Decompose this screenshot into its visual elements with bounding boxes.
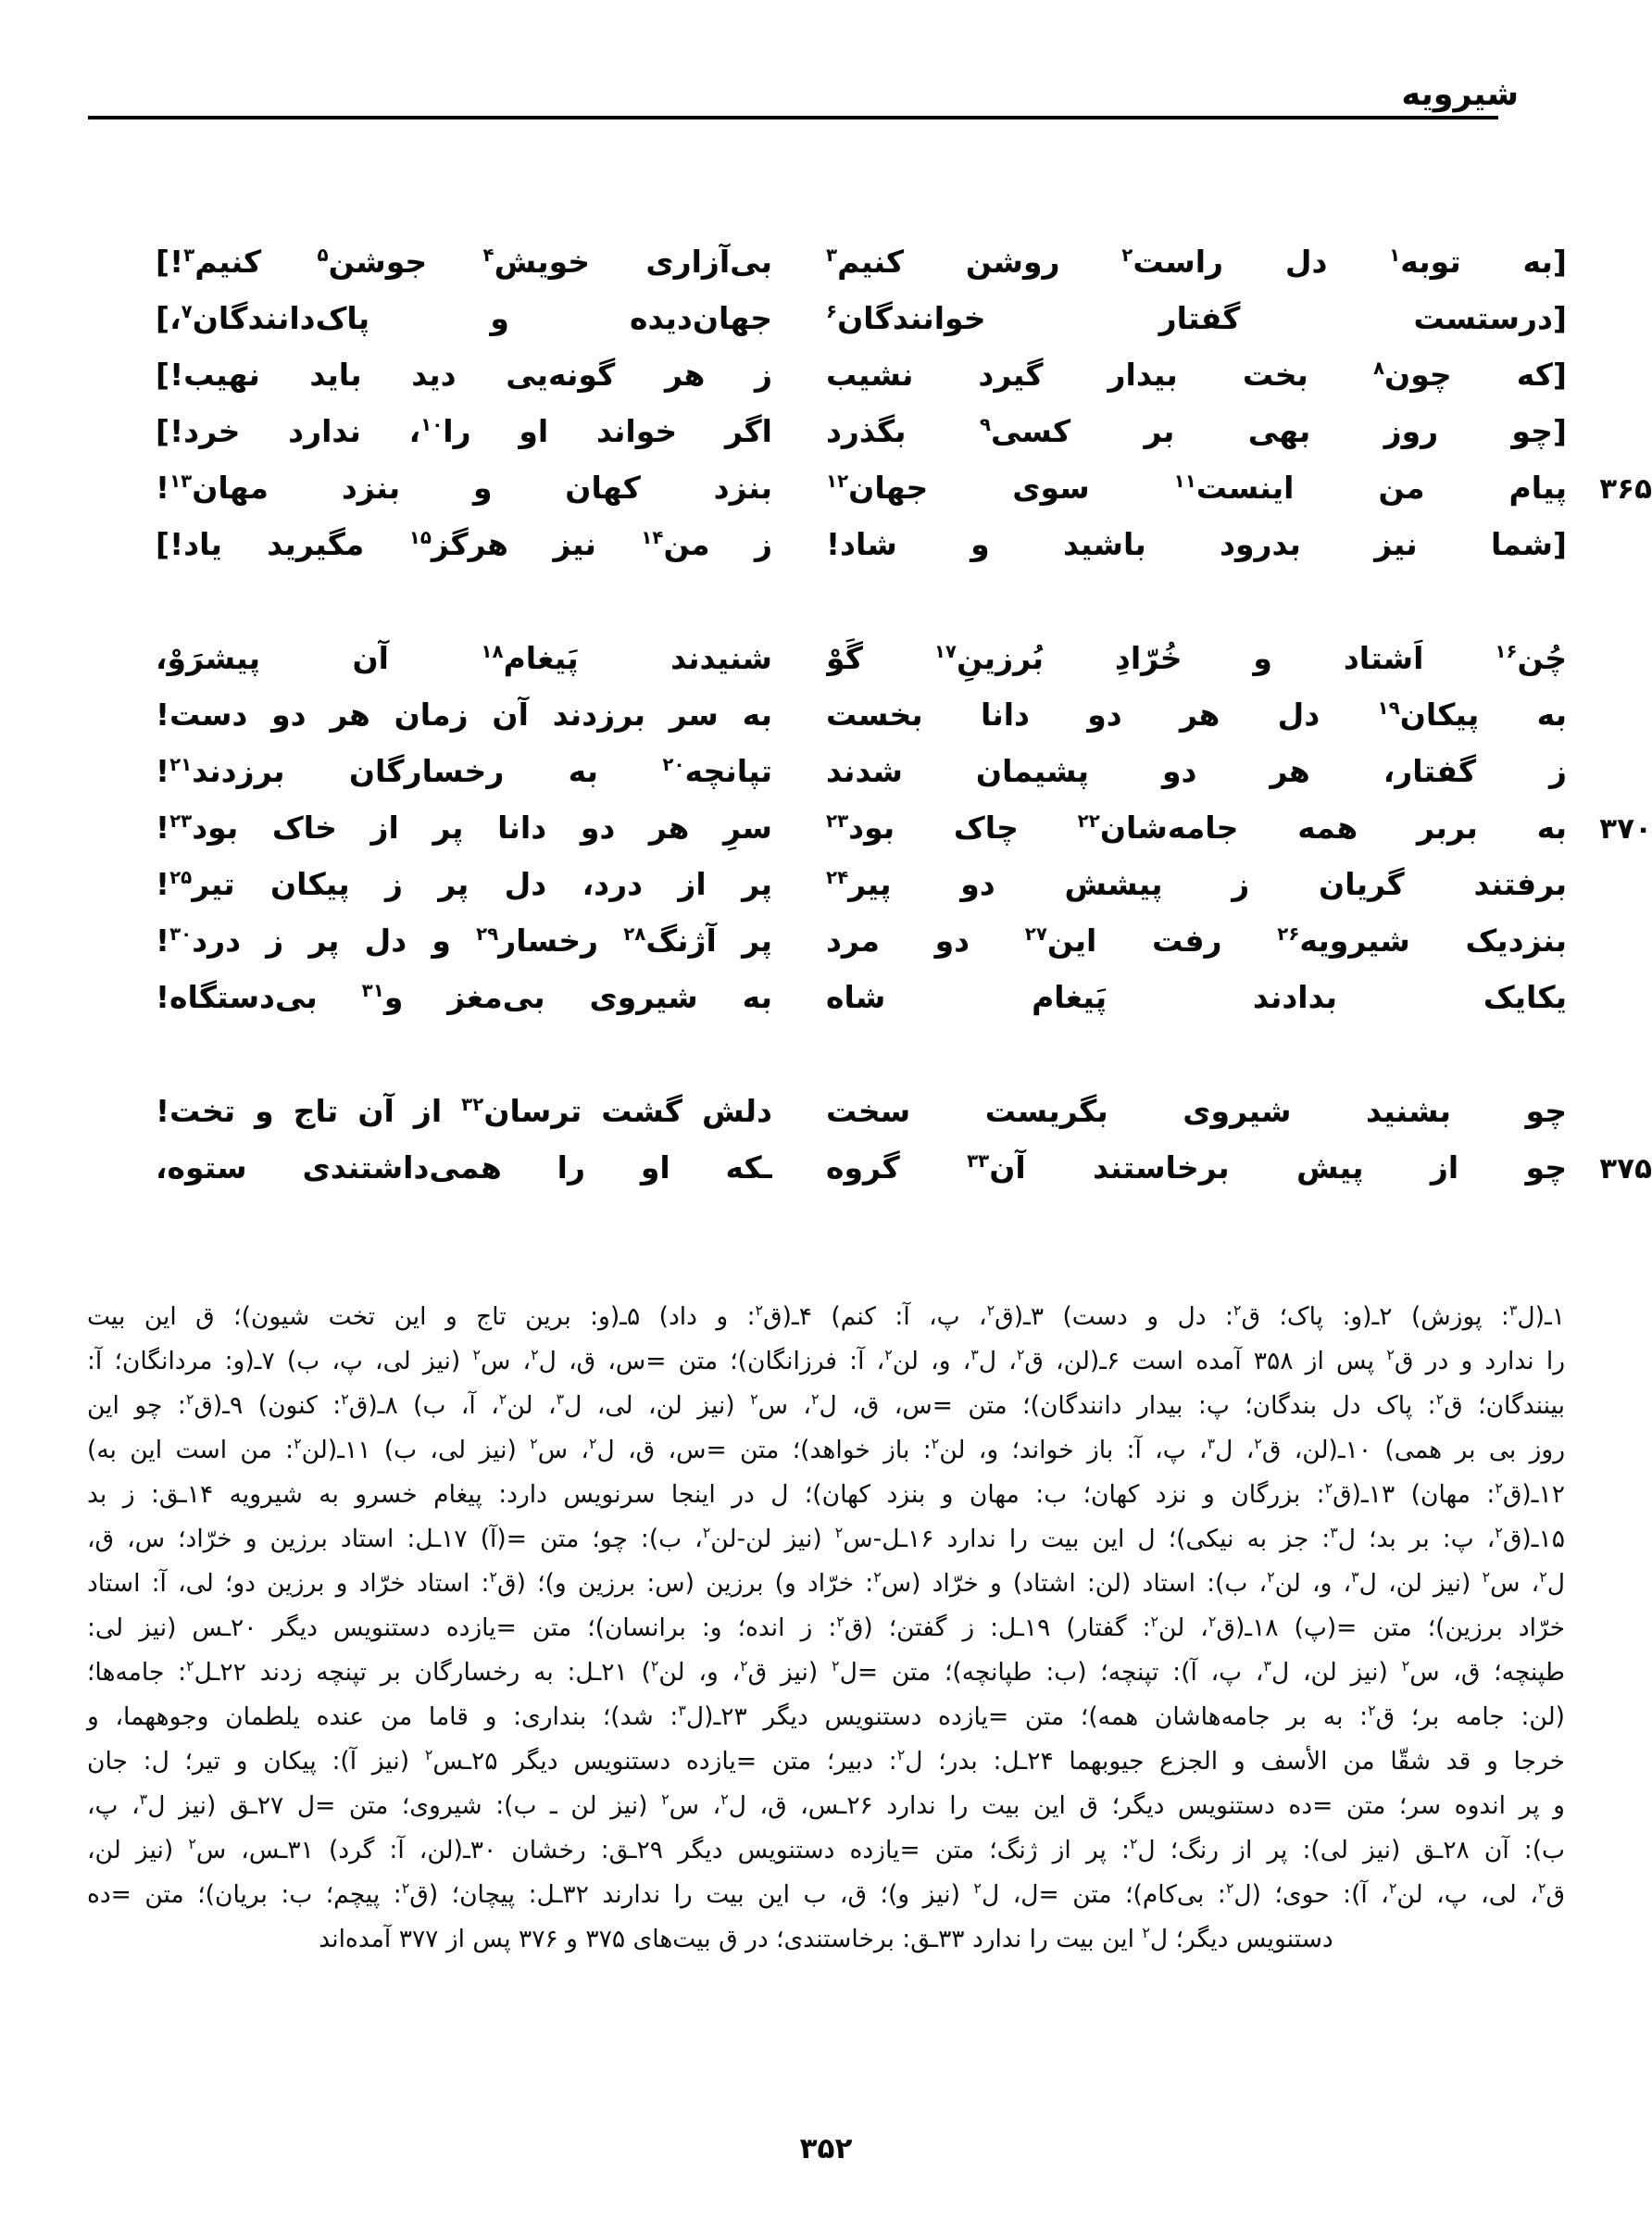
hemistich-left: جهان‌دیده و پاک‌دانندگان$^۷$،] bbox=[156, 300, 772, 336]
footnote-line: بینندگان؛ ق$^۲$: پاک دل بندگان؛ پ: بیدار دانندگان)؛ متن =س، ق، ل$^۲$، س$^۲$ (نیز لن، لی، ل$^۳$، لن$^۲$، آ، ب) ۸ـ(ق$^۲$: کنون) ۹ـ(ق$^۲$: چو این bbox=[87, 1390, 1566, 1420]
footnote-line: خرجا و قد شقّا من الأسف و الجزع جیوبهما ۲۴ـل: بدر؛ ل$^۲$: دبیر؛ متن =یازده دستنویس دیگر ۲۵ـس$^۲$ (نیز آ): پیکان و تیر؛ ل: جان bbox=[87, 1746, 1565, 1776]
hemistich-right: چُن$^{۱۶}$ اَشتاد و خُرّادِ بُرزینِ$^{۱۷}$ گَوْ bbox=[826, 640, 1567, 676]
footnote-line: ل$^۲$، س$^۲$ (نیز لن، ل$^۳$، و، لن$^۲$، ب): استاد (لن: اشتاد) و خرّاد (س$^۲$: خرّاد و) برزین (س: برزین و)؛ (ق$^۲$: استاد خرّاد و برزین دو؛ لی، آ: استاد bbox=[87, 1568, 1565, 1598]
couplet bbox=[0, 233, 1652, 290]
couplet bbox=[0, 459, 1652, 516]
hemistich-left: به شیروی بی‌مغز و$^{۳۱}$ بی‌دستگاه! bbox=[156, 979, 772, 1015]
hemistich-left: شنیدند پَیغام$^{۱۸}$ آن پیشرَوْ، bbox=[156, 640, 772, 676]
footnote-line: روز بی بر همی) ۱۰ـ(لن، ق$^۲$، ل$^۳$، پ، آ: باز خواند؛ و، لن$^۲$: باز خواهد)؛ متن =س، ق، ل$^۲$، س$^۲$ (نیز لی، ب) ۱۱ـ(لن$^۲$: من است این به) bbox=[87, 1435, 1566, 1464]
footnote-line: ۱ـ(ل$^۳$: پوزش) ۲ـ(و: پاک؛ ق$^۲$: دل و دست) ۳ـ(ق$^۲$، پ، آ: کنم) ۴ـ(ق$^۲$: و داد) ۵ـ(و: برین تاج و این تخت شیون)؛ ق این بیت bbox=[87, 1301, 1566, 1331]
hemistich-left: به سر برزدند آن زمان هر دو دست! bbox=[156, 697, 772, 733]
footnote-line: ۱۵ـ(ق$^۲$، پ: بر بد؛ ل$^۳$: جز به نیکی)؛ ل این بیت را ندارد ۱۶ـل-س$^۲$ (نیز لن-لن$^۲$، ب): چو؛ متن =(آ) ۱۷ـل: استاد برزین و خرّاد؛ س، ق، bbox=[87, 1524, 1565, 1553]
running-header-title: شیرویه bbox=[1401, 76, 1519, 113]
critical-apparatus bbox=[87, 1295, 1565, 1962]
hemistich-left: سرِ هر دو دانا پر از خاک بود$^{۲۳}$! bbox=[156, 810, 772, 846]
verse-number: ۳۷۰ bbox=[1599, 812, 1652, 846]
hemistich-left: اگر خواند او را$^{۱۰}$، ندارد خرد!] bbox=[156, 413, 772, 449]
hemistich-left: پر آژنگ$^{۲۸}$ رخسار$^{۲۹}$ و دل پر ز درد$^{۳۰}$! bbox=[156, 922, 772, 959]
hemistich-right: [به توبه$^۱$ دل راست$^۲$ روشن کنیم$^۳$ bbox=[826, 244, 1567, 280]
couplet bbox=[0, 856, 1652, 912]
hemistich-right: [چو روز بهی بر کسی$^۹$ بگذرد bbox=[826, 413, 1567, 449]
page-number: ۳۵۲ bbox=[799, 2132, 853, 2165]
couplet bbox=[0, 1139, 1652, 1196]
hemistich-left: بی‌آزاری خویش$^۴$ جوشن$^۵$ کنیم$^۳$!] bbox=[156, 244, 772, 280]
footnote-line: و پر اندوه سر؛ متن =ده دستنویس دیگر؛ ق این بیت را ندارد ۲۶ـس، ق، ل$^۲$، س$^۲$ (نیز لن ـ ب): شیروی؛ متن =ل ۲۷ـق (نیز ل$^۳$، پ، bbox=[87, 1790, 1565, 1820]
header-rule bbox=[88, 116, 1498, 119]
couplet bbox=[0, 290, 1652, 346]
hemistich-right: بنزدیک شیرویه$^{۲۶}$ رفت این$^{۲۷}$ دو مرد bbox=[826, 922, 1567, 959]
footnote-line: را ندارد و در ق$^۲$ پس از ۳۵۸ آمده است ۶ـ(لن، ق$^۲$، ل$^۳$، و، لن$^۲$، آ: فرزانگان)؛ متن =س، ق، ل$^۲$، س$^۲$ (نیز لی، پ، ب) ۷ـ(و: مردانگان؛ آ: bbox=[87, 1346, 1566, 1375]
footnote-line: ق$^۲$، لی، پ، لن$^۲$، آ): حوی؛ (ل$^۲$: بی‌کام)؛ متن =ل، ل$^۲$ (نیز و)؛ ق، ب این بیت را ندارند ۳۲ـل: پیچان؛ (ق$^۲$: پیچم؛ ب: بریان)؛ متن =ده bbox=[87, 1879, 1566, 1909]
couplet bbox=[0, 743, 1652, 799]
hemistich-right: برفتند گریان ز پیشش دو پیر$^{۲۴}$ bbox=[826, 866, 1567, 902]
footnote-line: ب): آن ۲۸ـق (نیز لی): پر از رنگ؛ ل$^۲$: پر از ژنگ؛ متن =یازده دستنویس دیگر ۲۹ـق: رخشان ۳۰ـ(لن، آ: گرد) ۳۱ـس، س$^۲$ (نیز لن، bbox=[87, 1835, 1565, 1864]
couplet bbox=[0, 686, 1652, 743]
stanza-3 bbox=[0, 1083, 1652, 1196]
footnote-line: خرّاد برزین)؛ متن =(پ) ۱۸ـ(ق$^۲$، لن$^۲$: گفتار) ۱۹ـل: ز گفتن؛ (ق$^۲$: ز انده؛ و: برانسان)؛ متن =یازده دستنویس دیگر ۲۰ـس (نیز لی: bbox=[87, 1613, 1565, 1642]
hemistich-right: [که چون$^۸$ بخت بیدار گیرد نشیب bbox=[826, 357, 1567, 393]
hemistich-left: ـکه او را همی‌داشتندی ستوه، bbox=[156, 1149, 772, 1186]
couplet bbox=[0, 912, 1652, 969]
stanza-1 bbox=[0, 233, 1652, 572]
hemistich-right: [شما نیز بدرود باشید و شاد! bbox=[826, 526, 1567, 562]
couplet bbox=[0, 403, 1652, 459]
hemistich-left: بنزد کهان و بنزد مهان$^{۱۳}$! bbox=[156, 470, 772, 506]
hemistich-left: تپانچه$^{۲۰}$ به رخسارگان برزدند$^{۲۱}$! bbox=[156, 753, 772, 789]
couplet bbox=[0, 799, 1652, 856]
hemistich-right: چو بشنید شیروی بگریست سخت bbox=[826, 1093, 1567, 1129]
footnote-line: (لن: جامه بر؛ ق$^۲$: به بر جامه‌هاشان همه)؛ متن =یازده دستنویس دیگر ۲۳ـ(ل$^۳$: شد)؛ بنداری: و قاما من عنده یلطمان وجوههما، و bbox=[87, 1701, 1566, 1731]
hemistich-right: پیام من اینست$^{۱۱}$ سوی جهان$^{۱۲}$ bbox=[826, 470, 1567, 506]
couplet bbox=[0, 516, 1652, 572]
hemistich-right: ز گفتار، هر دو پشیمان شدند bbox=[826, 753, 1567, 789]
verse-number: ۳۶۵ bbox=[1599, 472, 1652, 506]
hemistich-right: یکایک بدادند پَیغام شاه bbox=[826, 979, 1567, 1015]
verse-number: ۳۷۵ bbox=[1599, 1152, 1652, 1186]
couplet bbox=[0, 1083, 1652, 1139]
hemistich-right: چو از پیش برخاستند آن$^{۳۳}$ گروه bbox=[826, 1149, 1567, 1186]
couplet bbox=[0, 630, 1652, 686]
footnote-line: دستنویس دیگر؛ ل$^۲$ این بیت را ندارد ۳۳ـق: برخاستندی؛ در ق بیت‌های ۳۷۵ و ۳۷۶ پس از ۳۷۷ آمده‌اند bbox=[319, 1924, 1333, 1953]
hemistich-left: ز هر گونه‌یی دید باید نهیب!] bbox=[156, 357, 772, 393]
footnote-line: ۱۲ـ(ق$^۲$: مهان) ۱۳ـ(ق$^۲$: بزرگان و نزد کهان؛ ب: مهان و بنزد کهان)؛ ل در اینجا سرنویس دارد: پیغام خسرو به شیرویه ۱۴ـق: ز بد bbox=[87, 1479, 1566, 1509]
hemistich-right: به پیکان$^{۱۹}$ دل هر دو دانا بخست bbox=[826, 697, 1567, 733]
footnote-line: طپنچه؛ ق، س$^۲$ (نیز لن، ل$^۳$، پ، آ): تپنچه؛ (ب: طپانچه)؛ متن =ل$^۲$ (نیز ق$^۲$، و، لن$^۲$) ۲۱ـل: به رخسارگان بر تپنچه زدند ۲۲ـل$^۲$: جامه‌ها؛ bbox=[87, 1657, 1566, 1687]
hemistich-left: پر از درد، دل پر ز پیکان تیر$^{۲۵}$! bbox=[156, 866, 772, 902]
hemistich-right: به بربر همه جامه‌شان$^{۲۲}$ چاک بود$^{۲۳}$ bbox=[826, 810, 1567, 846]
couplet bbox=[0, 969, 1652, 1025]
stanza-2 bbox=[0, 630, 1652, 1025]
hemistich-right: [درستست گفتار خوانندگان$^۶$ bbox=[826, 300, 1567, 336]
hemistich-left: ز من$^{۱۴}$ نیز هرگز$^{۱۵}$ مگیرید یاد!] bbox=[156, 526, 772, 562]
hemistich-left: دلش گشت ترسان$^{۳۲}$ از آن تاج و تخت! bbox=[156, 1093, 772, 1129]
couplet bbox=[0, 346, 1652, 403]
poem-body bbox=[0, 233, 1652, 1196]
